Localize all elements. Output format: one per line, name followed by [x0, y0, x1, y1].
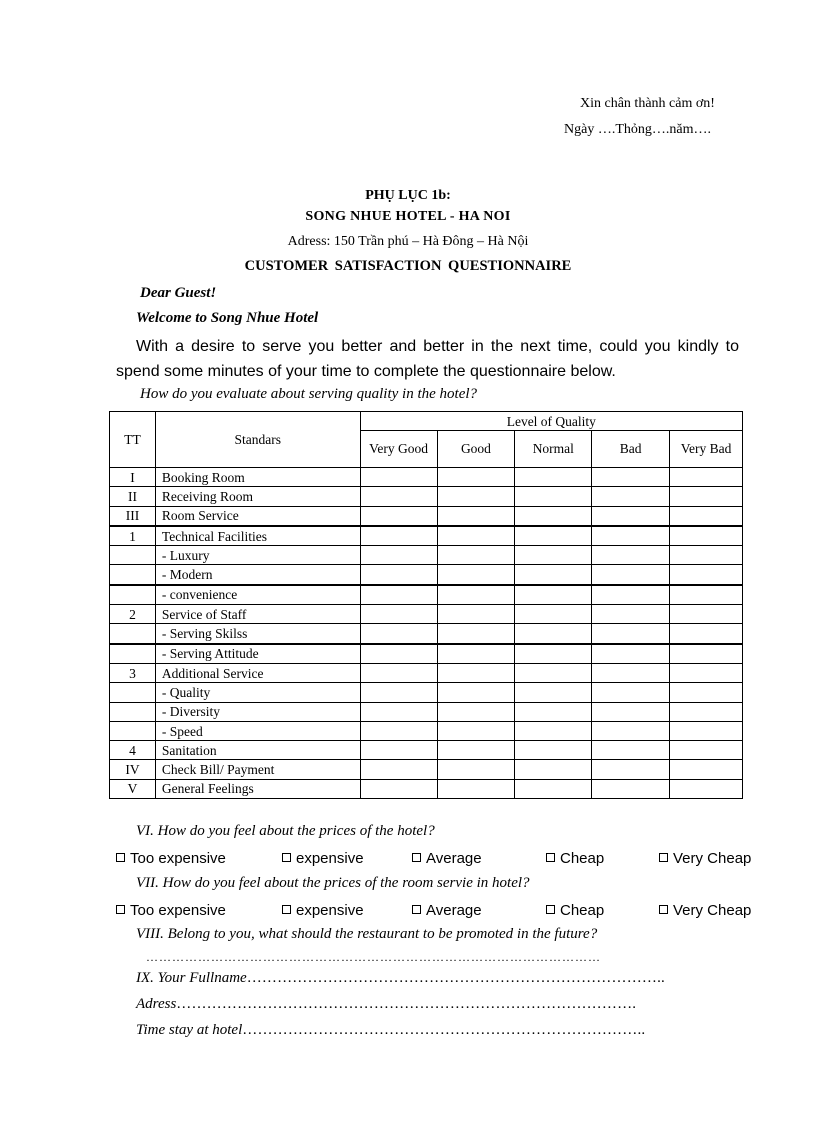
intro-paragraph: With a desire to serve you better and better in the next time, could you kindly to spend some minutes of your time to complete the questionnaire below. — [116, 338, 739, 380]
rating-cell[interactable] — [360, 721, 437, 740]
rating-cell[interactable] — [670, 506, 743, 526]
greeting-dear: Dear Guest! — [140, 285, 217, 301]
q7-option-too-expensive[interactable]: Too expensive — [116, 902, 226, 919]
row-standard: - Speed — [155, 721, 360, 740]
row-standard: Service of Staff — [155, 605, 360, 624]
row-number — [110, 546, 156, 565]
rating-cell[interactable] — [360, 506, 437, 526]
fullname-label: IX. Your Fullname — [136, 970, 247, 986]
checkbox-icon[interactable] — [116, 853, 125, 862]
rating-cell[interactable] — [592, 565, 670, 585]
rating-cell[interactable] — [437, 585, 515, 605]
table-row — [110, 585, 743, 605]
rating-cell[interactable] — [360, 741, 437, 760]
table-body — [110, 468, 743, 799]
rating-cell[interactable] — [670, 585, 743, 605]
rating-cell[interactable] — [437, 644, 515, 664]
table-row — [110, 487, 743, 506]
rating-cell[interactable] — [592, 468, 670, 487]
rating-cell[interactable] — [670, 468, 743, 487]
rating-cell[interactable] — [515, 546, 592, 565]
row-number: II — [110, 487, 156, 506]
rating-cell[interactable] — [515, 565, 592, 585]
row-standard: Receiving Room — [155, 487, 360, 506]
address-line — [136, 996, 636, 1013]
rating-cell[interactable] — [670, 741, 743, 760]
rating-cell[interactable] — [437, 546, 515, 565]
rating-cell[interactable] — [670, 546, 743, 565]
rating-cell[interactable] — [515, 487, 592, 506]
stay-field[interactable]: …………………………………………………………………….. — [242, 1022, 646, 1038]
table-row — [110, 468, 743, 487]
rating-cell[interactable] — [592, 741, 670, 760]
table-row — [110, 779, 743, 798]
rating-cell[interactable] — [592, 585, 670, 605]
rating-cell[interactable] — [670, 779, 743, 798]
rating-cell[interactable] — [360, 565, 437, 585]
row-number — [110, 644, 156, 664]
quality-table — [109, 411, 743, 799]
question-8-answer-line[interactable]: …………………………………………………………………………………………… — [146, 950, 601, 964]
rating-cell[interactable] — [592, 683, 670, 702]
rating-cell[interactable] — [360, 487, 437, 506]
hotel-name: SONG NHUE HOTEL - HA NOI — [305, 209, 511, 224]
rating-cell[interactable] — [360, 605, 437, 624]
rating-cell[interactable] — [437, 721, 515, 740]
table-row — [110, 526, 743, 546]
rating-cell[interactable] — [592, 644, 670, 664]
table-row — [110, 741, 743, 760]
header-tt: TT — [110, 412, 156, 468]
rating-cell[interactable] — [592, 702, 670, 721]
rating-cell[interactable] — [360, 624, 437, 644]
level-bad: Bad — [592, 431, 670, 468]
rating-cell[interactable] — [360, 644, 437, 664]
rating-cell[interactable] — [515, 663, 592, 682]
rating-cell[interactable] — [515, 721, 592, 740]
row-number — [110, 585, 156, 605]
checkbox-icon[interactable] — [659, 905, 668, 914]
checkbox-icon[interactable] — [282, 853, 291, 862]
row-number — [110, 565, 156, 585]
rating-cell[interactable] — [360, 702, 437, 721]
rating-cell[interactable] — [515, 468, 592, 487]
table-row — [110, 546, 743, 565]
rating-cell[interactable] — [360, 526, 437, 546]
rating-cell[interactable] — [670, 644, 743, 664]
rating-cell[interactable] — [592, 624, 670, 644]
question-7: VII. How do you feel about the prices of the room servie in hotel? — [136, 875, 530, 891]
row-standard: Technical Facilities — [155, 526, 360, 546]
rating-cell[interactable] — [360, 585, 437, 605]
rating-cell[interactable] — [515, 506, 592, 526]
rating-cell[interactable] — [437, 760, 515, 779]
rating-cell[interactable] — [592, 487, 670, 506]
rating-cell[interactable] — [360, 779, 437, 798]
table-row — [110, 605, 743, 624]
rating-cell[interactable] — [592, 663, 670, 682]
row-number: 4 — [110, 741, 156, 760]
checkbox-icon[interactable] — [546, 905, 555, 914]
row-number — [110, 702, 156, 721]
appendix-title: PHỤ LỤC 1b: — [365, 188, 451, 203]
questionnaire-title: CUSTOMER SATISFACTION QUESTIONNAIRE — [244, 258, 572, 274]
level-normal: Normal — [515, 431, 592, 468]
checkbox-icon[interactable] — [116, 905, 125, 914]
fullname-line — [136, 970, 665, 987]
rating-cell[interactable] — [360, 663, 437, 682]
table-row — [110, 565, 743, 585]
table-row — [110, 624, 743, 644]
row-standard: Room Service — [155, 506, 360, 526]
row-number: V — [110, 779, 156, 798]
rating-cell[interactable] — [437, 779, 515, 798]
date-line: Ngày ….Thỏng….năm…. — [564, 122, 711, 137]
rating-cell[interactable] — [437, 506, 515, 526]
rating-cell[interactable] — [670, 663, 743, 682]
rating-cell[interactable] — [515, 585, 592, 605]
q7-option-expensive[interactable]: expensive — [282, 902, 364, 919]
thanks-note: Xin chân thành cảm ơn! — [580, 96, 715, 111]
row-standard: Booking Room — [155, 468, 360, 487]
rating-cell[interactable] — [592, 506, 670, 526]
header-level: Level of Quality — [360, 412, 742, 431]
question-8: VIII. Belong to you, what should the restaurant to be promoted in the future? — [136, 926, 598, 942]
rating-cell[interactable] — [437, 468, 515, 487]
q6-option-average[interactable]: Average — [412, 850, 482, 867]
rating-cell[interactable] — [515, 624, 592, 644]
table-row — [110, 663, 743, 682]
stay-label: Time stay at hotel — [136, 1022, 243, 1038]
rating-cell[interactable] — [360, 468, 437, 487]
table-row — [110, 644, 743, 664]
rating-cell[interactable] — [592, 779, 670, 798]
checkbox-icon[interactable] — [412, 853, 421, 862]
table-row — [110, 683, 743, 702]
rating-cell[interactable] — [592, 526, 670, 546]
rating-cell[interactable] — [670, 624, 743, 644]
row-standard: Sanitation — [155, 741, 360, 760]
hotel-address: Adress: 150 Trần phú – Hà Đông – Hà Nội — [287, 234, 529, 249]
rating-cell[interactable] — [670, 721, 743, 740]
rating-cell[interactable] — [437, 487, 515, 506]
rating-cell[interactable] — [592, 721, 670, 740]
table-row — [110, 760, 743, 779]
row-number — [110, 721, 156, 740]
rating-cell[interactable] — [670, 487, 743, 506]
row-standard: - convenience — [155, 585, 360, 605]
row-number: III — [110, 506, 156, 526]
row-number: 1 — [110, 526, 156, 546]
row-standard: Additional Service — [155, 663, 360, 682]
rating-cell[interactable] — [592, 546, 670, 565]
rating-cell[interactable] — [670, 702, 743, 721]
checkbox-icon[interactable] — [282, 905, 291, 914]
row-standard: - Diversity — [155, 702, 360, 721]
fullname-field[interactable]: ……………………………………………………………………….. — [246, 970, 666, 986]
table-row — [110, 506, 743, 526]
rating-cell[interactable] — [592, 760, 670, 779]
rating-cell[interactable] — [437, 565, 515, 585]
checkbox-icon[interactable] — [412, 905, 421, 914]
rating-cell[interactable] — [515, 702, 592, 721]
greeting-welcome: Welcome to Song Nhue Hotel — [136, 310, 319, 326]
rating-cell[interactable] — [437, 683, 515, 702]
rating-cell[interactable] — [515, 605, 592, 624]
header-standards: Standars — [155, 412, 360, 468]
rating-cell[interactable] — [360, 546, 437, 565]
checkbox-icon[interactable] — [659, 853, 668, 862]
q6-option-too-expensive[interactable]: Too expensive — [116, 850, 226, 867]
rating-cell[interactable] — [670, 760, 743, 779]
address-field[interactable]: ………………………………………………………………………………. — [176, 996, 637, 1012]
row-number — [110, 683, 156, 702]
checkbox-icon[interactable] — [546, 853, 555, 862]
row-standard: General Feelings — [155, 779, 360, 798]
rating-cell[interactable] — [670, 565, 743, 585]
row-standard: - Serving Skilss — [155, 624, 360, 644]
level-very-good: Very Good — [360, 431, 437, 468]
rating-cell[interactable] — [437, 526, 515, 546]
q6-option-expensive[interactable]: expensive — [282, 850, 364, 867]
q6-option-very-cheap[interactable]: Very Cheap — [659, 850, 751, 867]
rating-cell[interactable] — [592, 605, 670, 624]
question-6: VI. How do you feel about the prices of the hotel? — [136, 823, 435, 839]
row-number: IV — [110, 760, 156, 779]
rating-cell[interactable] — [515, 683, 592, 702]
level-very-bad: Very Bad — [670, 431, 743, 468]
table-row — [110, 702, 743, 721]
row-standard: - Modern — [155, 565, 360, 585]
rating-cell[interactable] — [515, 644, 592, 664]
row-standard: Check Bill/ Payment — [155, 760, 360, 779]
q7-option-very-cheap[interactable]: Very Cheap — [659, 902, 751, 919]
row-number: 3 — [110, 663, 156, 682]
row-number: 2 — [110, 605, 156, 624]
row-standard: - Quality — [155, 683, 360, 702]
rating-cell[interactable] — [437, 702, 515, 721]
rating-cell[interactable] — [360, 760, 437, 779]
rating-cell[interactable] — [515, 526, 592, 546]
q7-option-average[interactable]: Average — [412, 902, 482, 919]
rating-cell[interactable] — [437, 663, 515, 682]
address-label: Adress — [136, 996, 177, 1012]
row-number: I — [110, 468, 156, 487]
row-standard: - Serving Attitude — [155, 644, 360, 664]
rating-cell[interactable] — [670, 605, 743, 624]
rating-cell[interactable] — [437, 741, 515, 760]
level-good: Good — [437, 431, 515, 468]
rating-cell[interactable] — [437, 605, 515, 624]
q7-option-cheap[interactable]: Cheap — [546, 902, 604, 919]
rating-cell[interactable] — [437, 624, 515, 644]
stay-line — [136, 1022, 645, 1039]
quality-question: How do you evaluate about serving quality in the hotel? — [140, 386, 478, 402]
rating-cell[interactable] — [515, 779, 592, 798]
rating-cell[interactable] — [515, 760, 592, 779]
row-standard: - Luxury — [155, 546, 360, 565]
q6-option-cheap[interactable]: Cheap — [546, 850, 604, 867]
row-number — [110, 624, 156, 644]
rating-cell[interactable] — [515, 741, 592, 760]
rating-cell[interactable] — [670, 683, 743, 702]
table-row — [110, 721, 743, 740]
rating-cell[interactable] — [360, 683, 437, 702]
rating-cell[interactable] — [670, 526, 743, 546]
